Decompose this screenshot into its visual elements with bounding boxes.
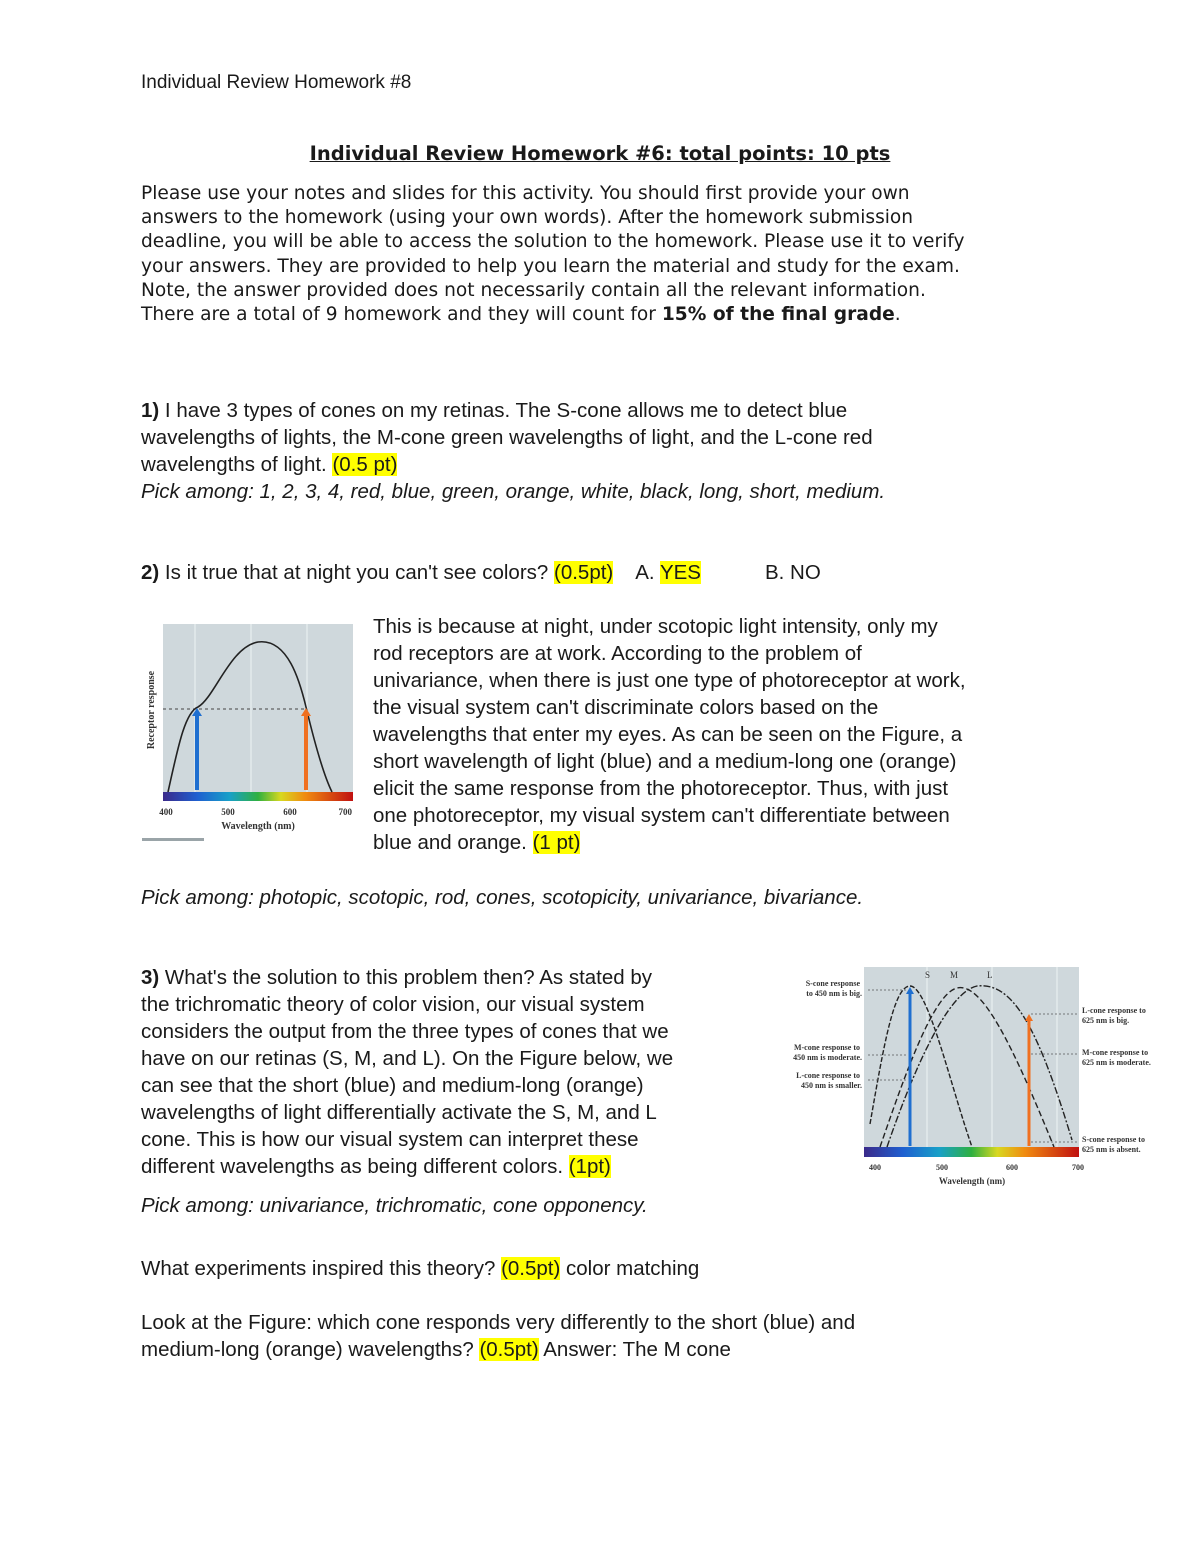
q2-points: (0.5pt)	[554, 561, 614, 584]
question-3	[141, 964, 673, 1180]
q2-answer-line: rod receptors are at work. According to the problem of	[373, 642, 862, 665]
univariance-figure	[140, 622, 358, 848]
q2-answer-line: This is because at night, under scotopic light intensity, only my	[373, 615, 938, 638]
q5-answer: Answer: The M cone	[538, 1338, 731, 1361]
q2-answer-line: short wavelength of light (blue) and a medium-long one (orange)	[373, 750, 957, 773]
q1-line: wavelengths of light. (0.5 pt)	[141, 453, 398, 476]
q3-line: the trichromatic theory of color vision, our visual system	[141, 993, 645, 1016]
q2-answer-points: (1 pt)	[532, 831, 581, 854]
q1-line: 1) I have 3 types of cones on my retinas. The S-cone allows me to detect blue	[141, 399, 848, 422]
s-cone-450-annotation: S-cone response to 450 nm is big.	[805, 979, 862, 998]
x-tick-label: 600	[283, 807, 297, 817]
q3-line: can see that the short (blue) and medium-long (orange)	[141, 1074, 644, 1097]
curve-label-s: S	[925, 970, 931, 980]
question-5	[141, 1309, 855, 1363]
intro-line: your answers. They are provided to help you learn the material and study for the exam.	[141, 255, 960, 277]
q2-pick-among: Pick among: photopic, scotopic, rod, cones, scotopicity, univariance, bivariance.	[141, 886, 864, 909]
q5-points: (0.5pt)	[479, 1338, 539, 1361]
q4-answer: color matching	[560, 1257, 700, 1280]
m-cone-625-annotation: M-cone response to 625 nm is moderate.	[1082, 1048, 1151, 1067]
q3-points: (1pt)	[568, 1155, 611, 1178]
x-axis-label: Wavelength (nm)	[221, 821, 295, 832]
l-cone-625-annotation: L-cone response to 625 nm is big.	[1082, 1006, 1146, 1025]
l-cone-450-annotation: L-cone response to 450 nm is smaller.	[796, 1071, 862, 1090]
intro-line: Please use your notes and slides for this activity. You should first provide your own	[141, 183, 910, 204]
q3-line: wavelengths of light differentially activate the S, M, and L	[141, 1101, 657, 1124]
q1-number: 1)	[141, 399, 160, 422]
q1-points: (0.5 pt)	[332, 453, 398, 476]
intro-line: deadline, you will be able to access the solution to the homework. Please use it to verify	[141, 231, 965, 253]
page-title: Individual Review Homework #6: total points: 10 pts	[309, 142, 891, 165]
intro-line-last: There are a total of 9 homework and they will count for 15% of the final grade.	[141, 304, 901, 326]
grade-weight: 15% of the final grade	[661, 304, 895, 326]
q5-line: Look at the Figure: which cone responds very differently to the short (blue) and	[141, 1311, 856, 1334]
q4-points: (0.5pt)	[501, 1257, 561, 1280]
document-header: Individual Review Homework #8	[141, 72, 412, 93]
x-tick-label: 600	[1006, 1163, 1018, 1172]
plot-background	[163, 624, 353, 792]
q2-answer-line: wavelengths that enter my eyes. As can be seen on the Figure, a	[373, 723, 963, 746]
q1-pick-among: Pick among: 1, 2, 3, 4, red, blue, green, orange, white, black, long, short, medium.	[141, 480, 886, 503]
q3-pick-among: Pick among: univariance, trichromatic, cone opponency.	[141, 1194, 648, 1217]
q2-answer-line: blue and orange. (1 pt)	[373, 831, 581, 854]
q2-answer-line: the visual system can't discriminate colors based on the	[373, 696, 879, 719]
q5-line: medium-long (orange) wavelengths? (0.5pt) Answer: The M cone	[141, 1338, 731, 1361]
q3-line: cone. This is how our visual system can interpret these	[141, 1128, 639, 1151]
q3-number: 3)	[141, 966, 160, 989]
figure-credit-smudge	[142, 838, 204, 841]
intro-paragraph	[141, 182, 1071, 327]
x-tick-label: 700	[338, 807, 352, 817]
trichromatic-figure	[772, 964, 1172, 1190]
question-2	[141, 559, 821, 586]
q2-answer-line: univariance, when there is just one type of photoreceptor at work,	[373, 669, 966, 692]
q2-answer	[373, 613, 966, 856]
q3-line: considers the output from the three types of cones that we	[141, 1020, 669, 1043]
q2-answer-line: one photoreceptor, my visual system can't differentiate between	[373, 804, 950, 827]
q2-line: 2) Is it true that at night you can't see colors? (0.5pt) A. YES B. NO	[141, 561, 821, 584]
s-cone-625-annotation: S-cone response to 625 nm is absent.	[1082, 1135, 1145, 1154]
q2-option-b: B. NO	[764, 561, 821, 584]
x-tick-label: 700	[1072, 1163, 1084, 1172]
q2-option-a: YES	[659, 561, 701, 584]
x-tick-label: 400	[869, 1163, 881, 1172]
q3-line: have on our retinas (S, M, and L). On the Figure below, we	[141, 1047, 674, 1070]
q1-line: wavelengths of lights, the M-cone green wavelengths of light, and the L-cone red	[141, 426, 873, 449]
q3-line: 3) What's the solution to this problem then? As stated by	[141, 966, 653, 989]
intro-line: answers to the homework (using your own words). After the homework submission	[141, 207, 914, 229]
intro-line: Note, the answer provided does not necessarily contain all the relevant information.	[141, 279, 926, 301]
q3-line: different wavelengths as being different colors. (1pt)	[141, 1155, 611, 1178]
question-4: What experiments inspired this theory? (0.5pt) color matching	[141, 1257, 700, 1280]
y-axis-label: Receptor response	[146, 670, 157, 750]
curve-label-l: L	[987, 970, 993, 980]
x-tick-label: 500	[221, 807, 235, 817]
x-axis-label: Wavelength (nm)	[938, 1176, 1006, 1186]
spectrum-bar	[163, 792, 353, 801]
q2-answer-line: elicit the same response from the photoreceptor. Thus, with just	[373, 777, 949, 800]
q2-number: 2)	[141, 561, 160, 584]
x-tick-label: 400	[159, 807, 173, 817]
x-tick-label: 500	[936, 1163, 948, 1172]
curve-label-m: M	[950, 970, 959, 980]
m-cone-450-annotation: M-cone response to 450 nm is moderate.	[793, 1043, 862, 1062]
question-1	[141, 397, 1071, 505]
spectrum-bar	[864, 1147, 1079, 1157]
